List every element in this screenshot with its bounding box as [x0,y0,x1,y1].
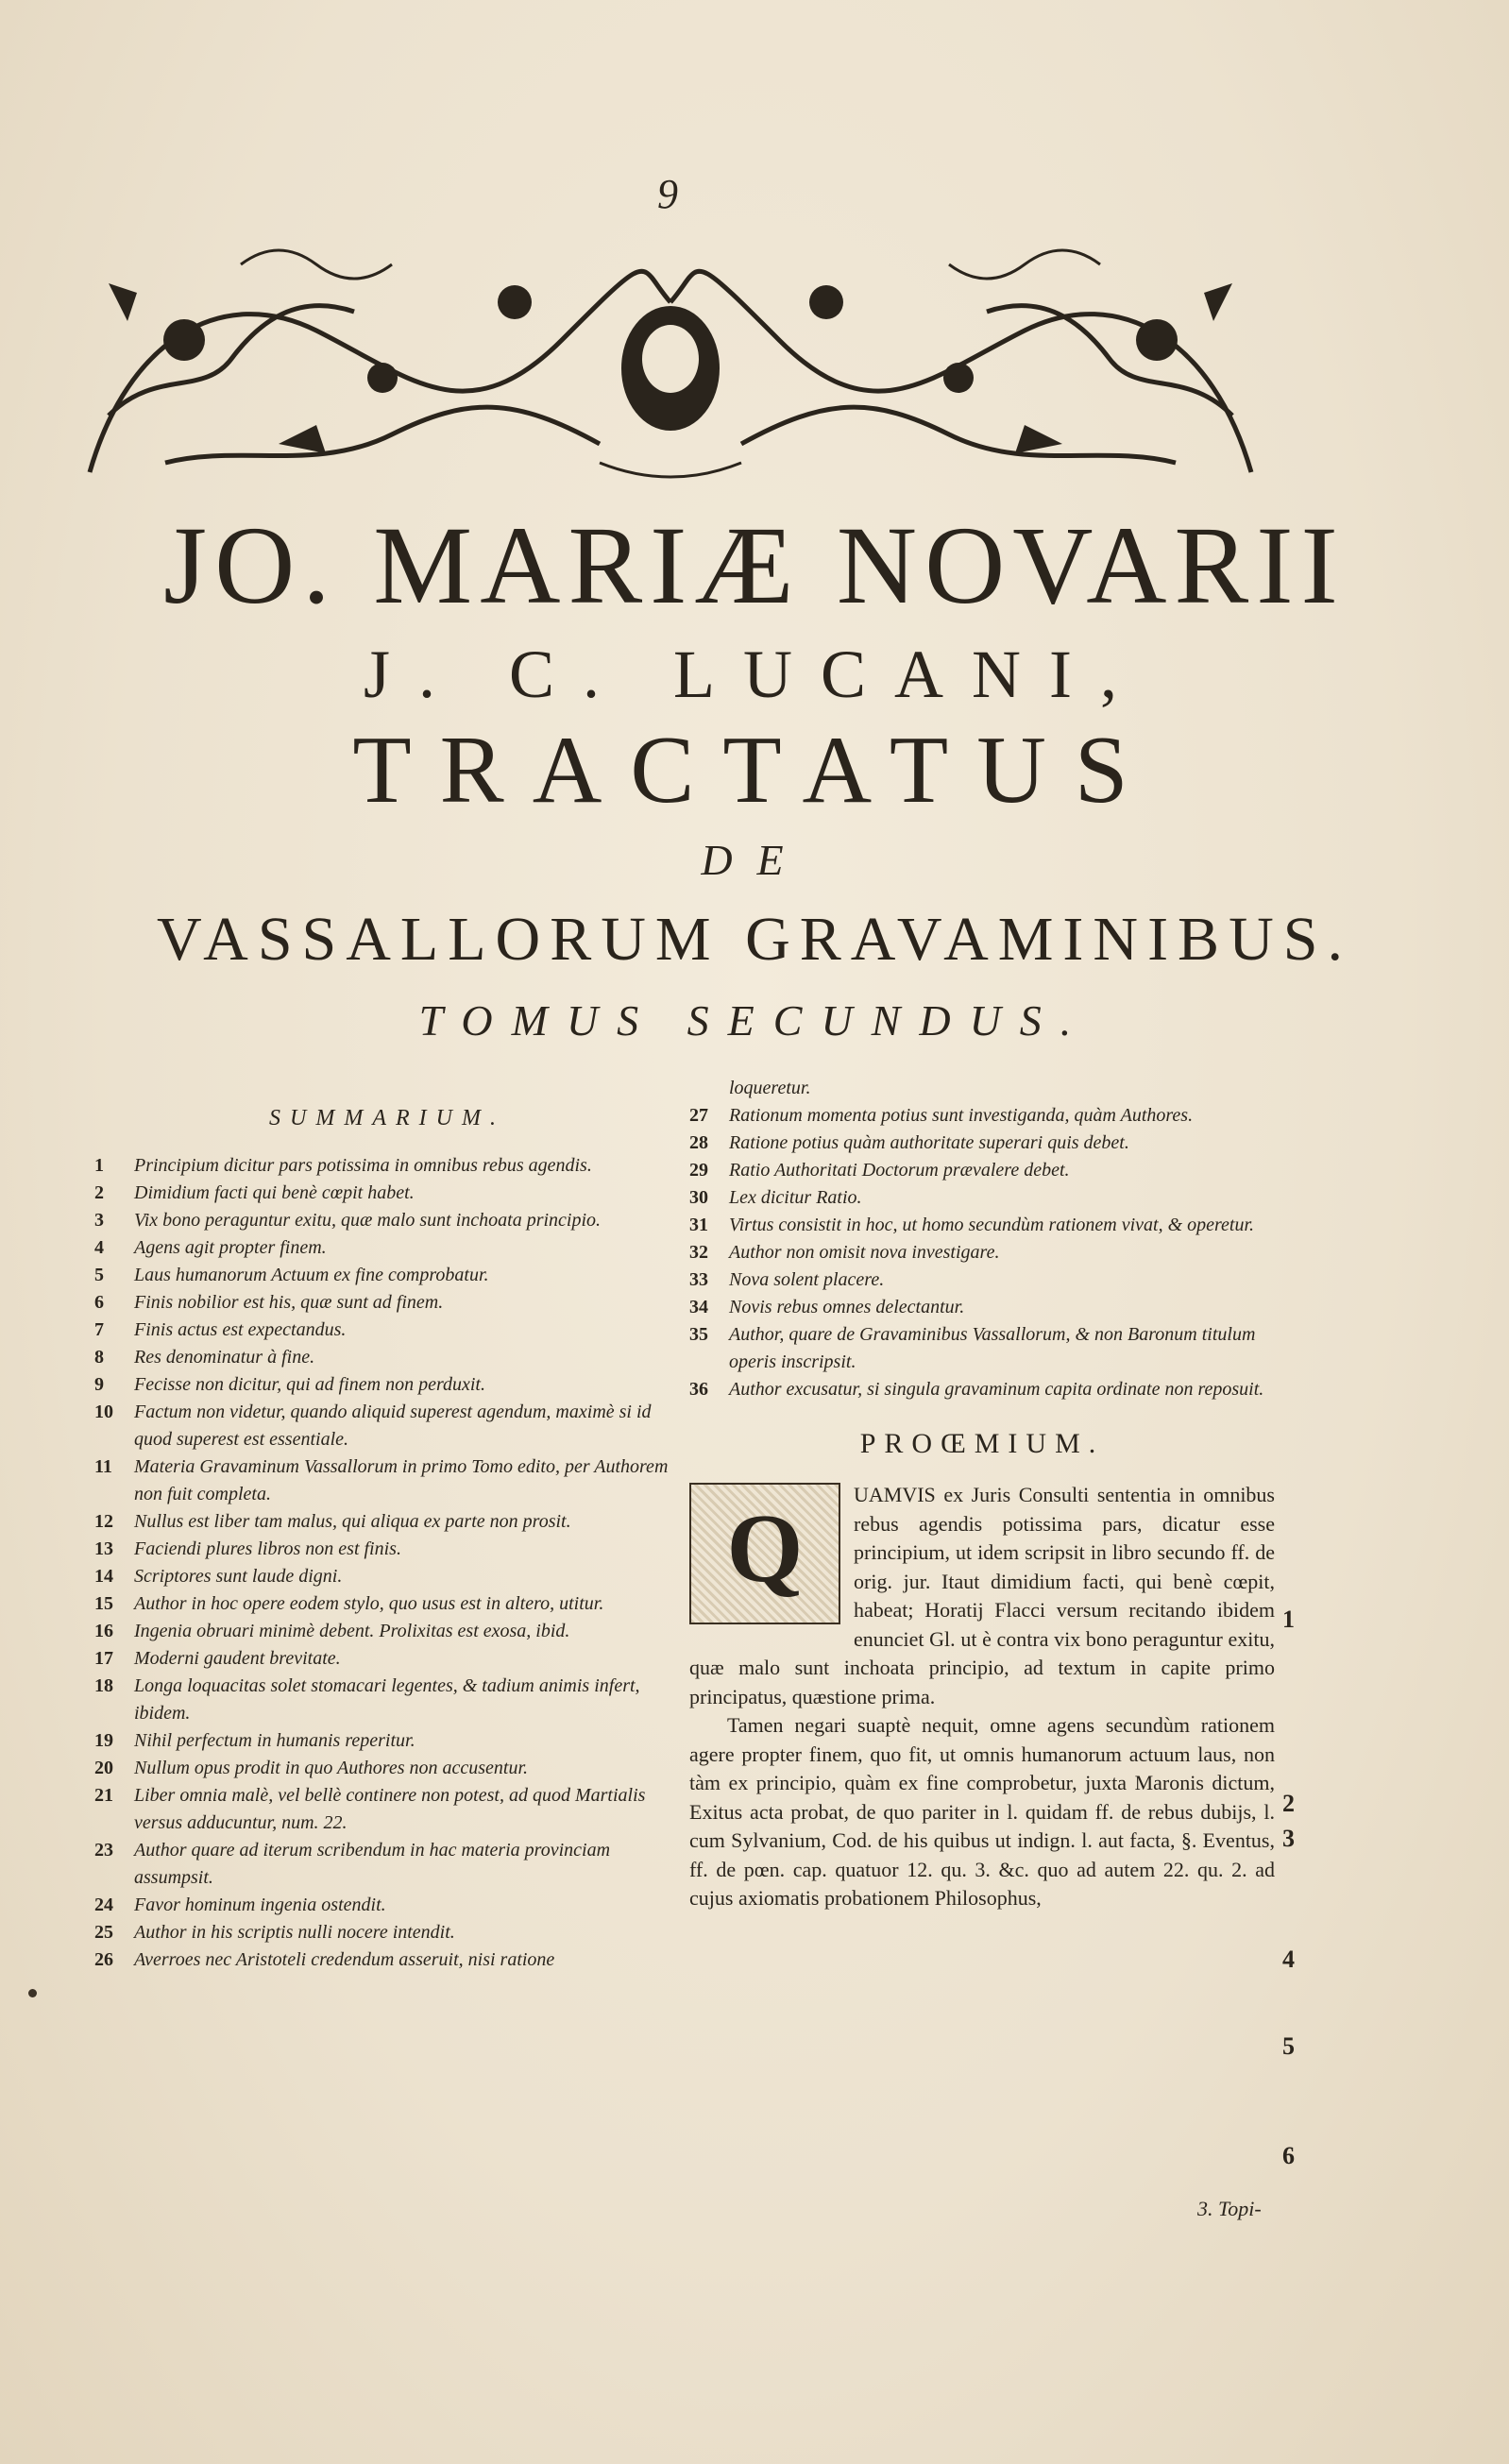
summary-entry-text: Rationum momenta potius sunt investiganda, quàm Authores. [729,1105,1194,1126]
summary-entry-number: 15 [94,1593,113,1614]
summary-entry [94,1837,680,1892]
summary-entry-number: 24 [94,1895,113,1915]
summary-entry [689,1294,1275,1321]
drop-cap [689,1483,840,1624]
summary-entry-text: Author, quare de Gravaminibus Vassallorum, & non Baronum titulum operis inscripsit. [729,1324,1256,1372]
summary-entry [689,1266,1275,1294]
summary-entry-text: Nullus est liber tam malus, qui aliqua ex parte non prosit. [134,1511,571,1532]
summary-entry-number: 3 [94,1210,104,1231]
title-volume: TOMUS SECUNDUS. [418,996,1091,1045]
margin-number: 4 [1282,1946,1295,1973]
summary-entry [94,1645,680,1673]
summary-entry-number: 26 [94,1949,113,1970]
summary-entry-number: 16 [94,1621,113,1641]
drop-cap-letter: Q [726,1494,804,1603]
summary-entry-text: Liber omnia malè, vel bellè continere non potest, ad quod Martialis versus adducuntur, num. 22. [134,1785,646,1833]
summary-entry-text: Novis rebus omnes delectantur. [729,1297,965,1317]
summary-entry-number: 8 [94,1347,104,1368]
summary-entry [94,1508,680,1536]
summary-entry [94,1399,680,1453]
summary-entry [689,1212,1275,1239]
summary-entry-number: 7 [94,1319,104,1340]
summary-entry [94,1344,680,1371]
summary-entry-number: 21 [94,1785,113,1806]
summary-left-column [94,1062,680,1974]
summary-entry-number: 36 [689,1379,708,1400]
summary-entry-text: Laus humanorum Actuum ex fine comprobatur. [134,1265,489,1285]
summary-entry-text: Author quare ad iterum scribendum in hac materia provinciam assumpsit. [134,1840,611,1888]
title-author-origin: J. C. LUCANI, [363,637,1145,712]
summary-entry [689,1130,1275,1157]
summary-entry-number: 4 [94,1237,104,1258]
summary-entry-number: 1 [94,1155,104,1176]
summary-entry-text: Ratio Authoritati Doctorum prævalere debet. [729,1160,1070,1181]
summary-entry [94,1180,680,1207]
summary-entry-text: Finis nobilior est his, quæ sunt ad finem. [134,1292,444,1313]
summary-entry-text: Principium dicitur pars potissima in omnibus rebus agendis. [134,1155,592,1176]
summary-entry [689,1321,1275,1376]
summary-entry [94,1946,680,1974]
summary-entry-text: Author in his scriptis nulli nocere intendit. [134,1922,455,1943]
summary-entry-number: 2 [94,1182,104,1203]
summary-entry-number: 12 [94,1511,113,1532]
summary-entry-text: Factum non videtur, quando aliquid superest agendum, maximè si id quod superest est essentiale. [134,1402,652,1450]
summary-entry [94,1317,680,1344]
summary-entry [94,1152,680,1180]
prooemium-paragraph-2: Tamen negari suaptè nequit, omne agens secundùm rationem agere propter finem, quo fit, ut omnis humanorum actuum laus, non tàm ex principio, quàm ex fine comprobetur, juxta Maronis dictum, Exitus acta probat, de quo pariter in l. quidam ff. de rebus dubijs, l. cum Sylvanium, Cod. de his quibus ut indign. l. aut facta, §. Eventus, ff. de pœn. cap. quatuor 12. qu. 3. &c. quo ad autem 22. qu. 2. ad cujus axiomatis probationem Philosophus, [689,1713,1275,1910]
summary-entry-text: Moderni gaudent brevitate. [134,1648,341,1669]
summary-entry-text: Nihil perfectum in humanis reperitur. [134,1730,415,1751]
summary-entry-number: 23 [94,1840,113,1861]
summary-entry-text: Virtus consistit in hoc, ut homo secundùm rationem vivat, & operetur. [729,1215,1255,1235]
summary-entry-text: Vix bono peraguntur exitu, quæ malo sunt inchoata principio. [134,1210,602,1231]
catchword: 3. Topi- [1197,2197,1262,2220]
summary-entry [94,1782,680,1837]
prooemium-text [689,1481,1275,1913]
margin-number: 3 [1282,1825,1295,1852]
summary-entry [94,1590,680,1618]
summary-entry [94,1563,680,1590]
summary-entry [689,1184,1275,1212]
summary-entry-text: Averroes nec Aristoteli credendum asseruit, nisi ratione [134,1949,555,1970]
summary-entry-number: 27 [689,1105,708,1126]
summary-entry-text: Ingenia obruari minimè debent. Prolixitas est exosa, ibid. [134,1621,570,1641]
summary-entry [94,1618,680,1645]
title-subject: VASSALLORUM GRAVAMINIBUS. [157,905,1352,974]
summary-entry-number: 19 [94,1730,113,1751]
summary-list-left [94,1152,680,1974]
summary-entry-text: Author excusatur, si singula gravaminum capita ordinate non reposuit. [729,1379,1264,1400]
summary-entry [94,1919,680,1946]
summary-entry [689,1157,1275,1184]
summary-entry [94,1207,680,1234]
summary-entry-number: 18 [94,1675,113,1696]
summary-entry-text: Nullum opus prodit in quo Authores non accusentur. [134,1758,529,1778]
margin-number: 1 [1282,1606,1295,1633]
summary-entry-text: Favor hominum ingenia ostendit. [134,1895,386,1915]
margin-number: 2 [1282,1790,1295,1817]
summary-entry-number: 17 [94,1648,113,1669]
summary-entry-number: 31 [689,1215,708,1235]
summary-entry-text: Dimidium facti qui benè cœpit habet. [134,1182,415,1203]
summary-entry-text: Faciendi plures libros non est finis. [134,1538,401,1559]
summary-entry-number: 25 [94,1922,113,1943]
summary-entry-text: Materia Gravaminum Vassallorum in primo Tomo edito, per Authorem non fuit completa. [134,1456,669,1504]
summary-entry-text: Scriptores sunt laude digni. [134,1566,343,1587]
summary-continuation: loqueretur. [729,1078,811,1098]
summary-entry-text: Ratione potius quàm authoritate superari quis debet. [729,1132,1129,1153]
summary-entry [689,1102,1275,1130]
title-tractatus: TRACTATUS [352,717,1157,824]
summary-entry [94,1262,680,1289]
summary-entry [94,1453,680,1508]
summary-entry-number: 20 [94,1758,113,1778]
title-de: DE [701,836,808,884]
summary-entry-number: 28 [689,1132,708,1153]
summary-entry-text: Res denominatur à fine. [134,1347,315,1368]
right-column [689,1075,1275,1913]
summary-entry-number: 32 [689,1242,708,1263]
summary-entry [94,1755,680,1782]
title-author: JO. MARIÆ NOVARII [163,503,1346,627]
summary-entry [689,1239,1275,1266]
summary-entry [689,1376,1275,1403]
summary-entry-number: 13 [94,1538,113,1559]
summary-entry [94,1536,680,1563]
summary-entry-text: Nova solent placere. [729,1269,885,1290]
summary-entry-number: 30 [689,1187,708,1208]
prooemium-heading: PROŒMIUM. [859,1428,1105,1459]
summary-list-right [689,1102,1275,1403]
ink-spot [28,1989,37,1997]
margin-number: 5 [1282,2032,1295,2060]
summary-heading: SUMMARIUM. [269,1106,505,1130]
ornamental-headpiece [71,227,1270,491]
summary-entry-number: 34 [689,1297,708,1317]
summary-entry-number: 14 [94,1566,113,1587]
summary-entry-text: Author in hoc opere eodem stylo, quo usus est in altero, utitur. [134,1593,604,1614]
summary-entry-text: Finis actus est expectandus. [134,1319,347,1340]
summary-entry [94,1892,680,1919]
summary-entry [94,1289,680,1317]
prooemium-paragraph-1: UAMVIS ex Juris Consulti sententia in omnibus rebus agendis potissima pars, dicatur esse principium, ut idem scripsit in libro secundo ff. de orig. jur. Itaut dimidium facti, qui benè cœpit, habeat; Horatij Flacci versum recitando ibidem enunciet Gl. ut è contra vix bono peraguntur exitu, quæ malo sunt inchoata principio, ad textum in capite primo principatus, quæstione prima. [689,1483,1275,1708]
margin-number: 6 [1282,2142,1295,2169]
summary-entry-number: 5 [94,1265,104,1285]
summary-entry-number: 33 [689,1269,708,1290]
summary-entry [94,1234,680,1262]
summary-entry [94,1727,680,1755]
summary-entry-number: 11 [94,1456,112,1477]
summary-entry-text: Agens agit propter finem. [134,1237,327,1258]
summary-entry-number: 35 [689,1324,708,1345]
summary-entry-text: Lex dicitur Ratio. [729,1187,862,1208]
summary-entry [94,1371,680,1399]
summary-entry-number: 6 [94,1292,104,1313]
summary-entry-number: 29 [689,1160,708,1181]
summary-entry-number: 9 [94,1374,104,1395]
page-number: 9 [657,171,678,217]
summary-entry-text: Longa loquacitas solet stomacari legentes, & tadium animis infert, ibidem. [134,1675,640,1724]
summary-entry-text: Author non omisit nova investigare. [729,1242,1000,1263]
summary-entry-text: Fecisse non dicitur, qui ad finem non perduxit. [134,1374,485,1395]
summary-entry-number: 10 [94,1402,113,1422]
summary-entry [94,1673,680,1727]
